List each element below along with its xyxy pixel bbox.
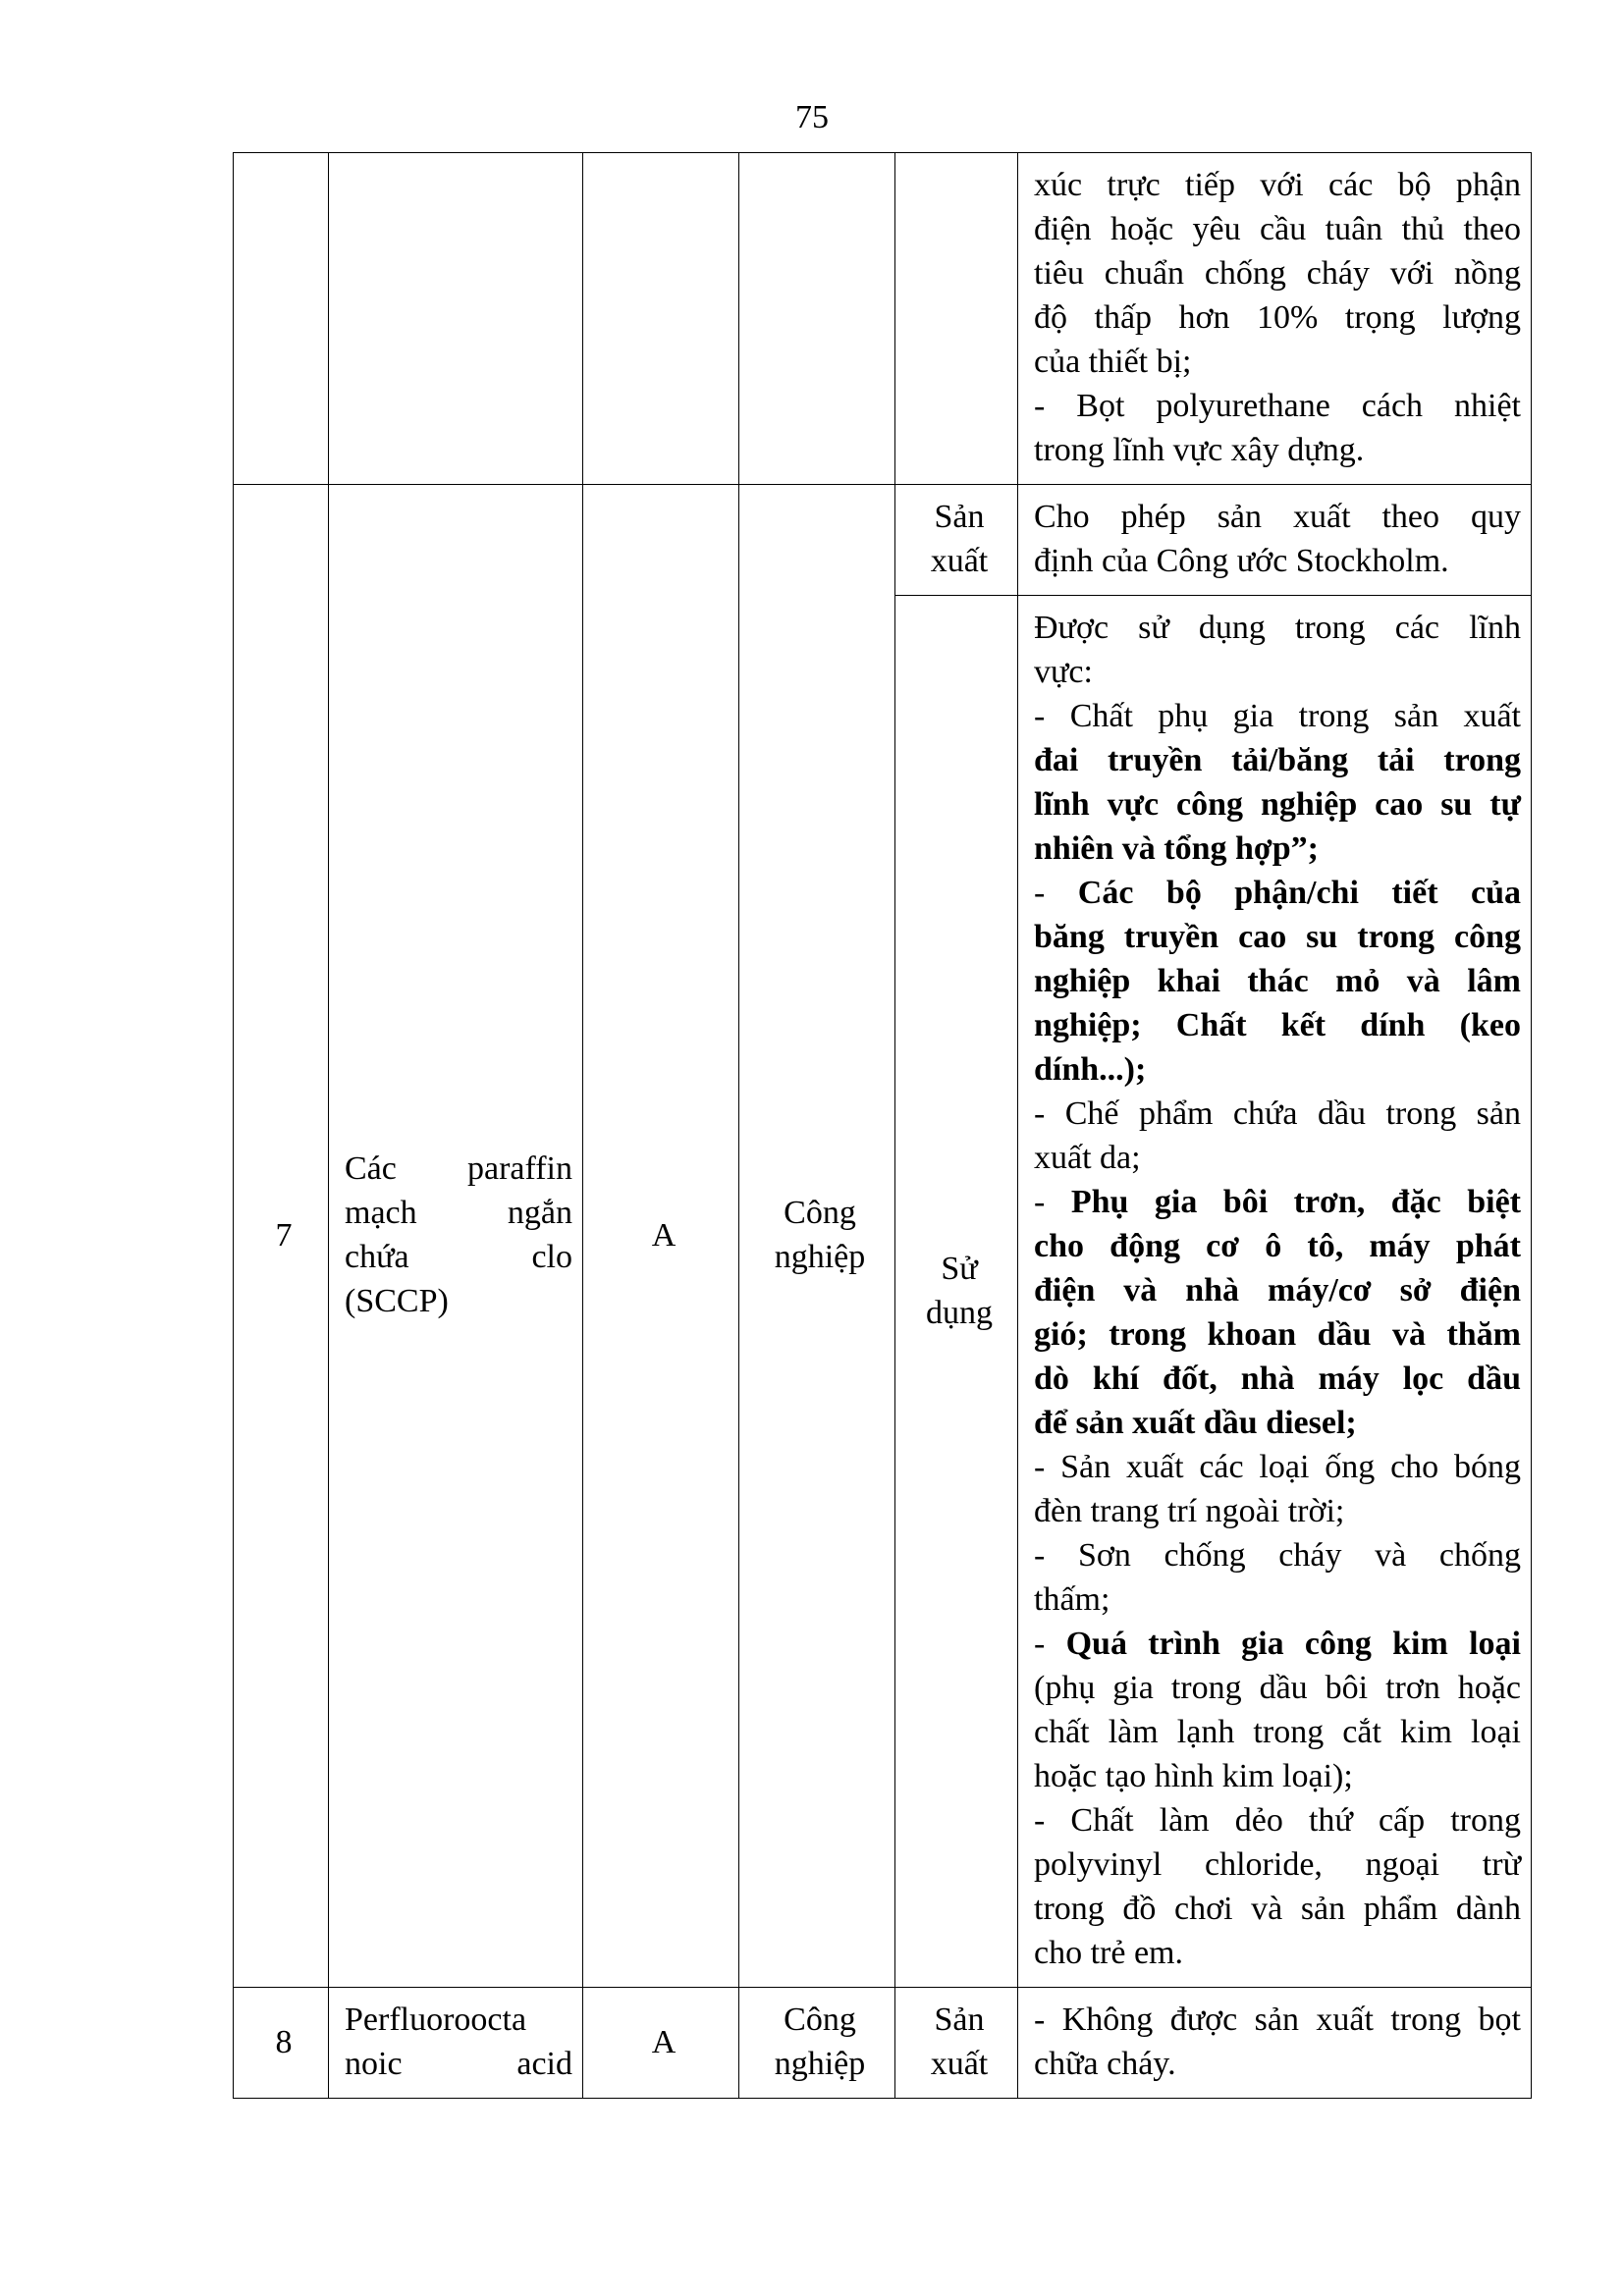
field-cell: [739, 153, 895, 485]
description-line: - Chế phẩm chứa dầu trong sản: [1034, 1095, 1521, 1132]
description-line: (phụ gia trong dầu bôi trơn hoặc: [1034, 1670, 1521, 1706]
description-line: trong đồ chơi và sản phẩm dành: [1034, 1891, 1521, 1927]
text-line: xuất: [930, 543, 989, 579]
table-row-continuation: [234, 153, 1532, 485]
description-line: - Phụ gia bôi trơn, đặc biệt: [1034, 1184, 1522, 1220]
text-line: mạch ngắn: [345, 1195, 572, 1231]
text-line: chứa clo: [345, 1239, 572, 1275]
description-line: để sản xuất dầu diesel;: [1034, 1405, 1357, 1441]
description-line: thấm;: [1034, 1581, 1110, 1618]
text-line: Công: [784, 1195, 856, 1231]
description-line: - Chất làm dẻo thứ cấp trong: [1034, 1802, 1521, 1839]
description-line: nhiên và tổng hợp”;: [1034, 830, 1319, 867]
description-line: - Các bộ phận/chi tiết của: [1034, 875, 1522, 911]
description-line: tiêu chuẩn chống cháy với nồng: [1034, 255, 1521, 292]
substance-name-cell: [329, 1988, 583, 2099]
description-line: dò khí đốt, nhà máy lọc dầu: [1034, 1361, 1521, 1397]
group-cell: A: [583, 485, 739, 1988]
description-line: xuất da;: [1034, 1140, 1141, 1176]
description-line: hoặc tạo hình kim loại);: [1034, 1758, 1353, 1794]
description-line: Được sử dụng trong các lĩnh: [1034, 610, 1521, 646]
description-line: băng truyền cao su trong công: [1034, 919, 1521, 955]
text-line: Perfluoroocta: [345, 2002, 527, 2038]
text-line: Sử: [941, 1250, 978, 1287]
group-cell: [583, 153, 739, 485]
description-cell: [1018, 596, 1532, 1988]
description-line: nghiệp khai thác mỏ và lâm: [1034, 963, 1521, 999]
description-line: điện và nhà máy/cơ sở điện: [1034, 1272, 1521, 1308]
text-line: noic acid: [345, 2046, 572, 2082]
description-line: - Sản xuất các loại ống cho bóng: [1034, 1449, 1521, 1485]
activity-cell: [895, 1988, 1018, 2099]
stt-cell: 8: [234, 1988, 329, 2099]
text-line: Các paraffin: [345, 1150, 572, 1187]
description-line: đèn trang trí ngoài trời;: [1034, 1493, 1345, 1529]
description-line: cho động cơ ô tô, máy phát: [1034, 1228, 1521, 1264]
text-line: Sản: [934, 499, 985, 535]
description-line: nghiệp; Chất kết dính (keo: [1034, 1007, 1521, 1043]
regulation-table: [233, 152, 1532, 2099]
field-cell: [739, 1988, 895, 2099]
field-cell: [739, 485, 895, 1988]
description-cell: [1018, 1988, 1532, 2099]
page-number: 75: [795, 99, 829, 135]
table-row-7: [234, 485, 1532, 596]
stt-cell: [234, 153, 329, 485]
description-line: lĩnh vực công nghiệp cao su tự: [1034, 786, 1521, 823]
group-cell: A: [583, 1988, 739, 2099]
text-line: (SCCP): [345, 1283, 449, 1319]
description-cell: [1018, 485, 1532, 596]
description-line: đai truyền tải/băng tải trong: [1034, 742, 1521, 778]
description-line: - Quá trình gia công kim loại: [1034, 1626, 1521, 1662]
description-line: định của Công ước Stockholm.: [1034, 543, 1449, 579]
description-line: dính...);: [1034, 1051, 1147, 1088]
description-cell: [1018, 153, 1532, 485]
description-line: gió; trong khoan dầu và thăm: [1034, 1316, 1521, 1353]
description-line: độ thấp hơn 10% trọng lượng: [1034, 299, 1521, 336]
description-line: chất làm lạnh trong cắt kim loại: [1034, 1714, 1521, 1750]
description-line: - Bọt polyurethane cách nhiệt: [1034, 388, 1521, 424]
description-line: của thiết bị;: [1034, 344, 1192, 380]
table-row-8: [234, 1988, 1532, 2099]
activity-cell: [895, 596, 1018, 1988]
activity-cell: [895, 485, 1018, 596]
text-line: xuất: [930, 2046, 989, 2082]
description-line: xúc trực tiếp với các bộ phận: [1034, 167, 1521, 203]
substance-name-cell: [329, 153, 583, 485]
text-line: Sản: [934, 2002, 985, 2038]
description-line: polyvinyl chloride, ngoại trừ: [1034, 1846, 1521, 1883]
description-line: điện hoặc yêu cầu tuân thủ theo: [1034, 211, 1521, 247]
description-line: chữa cháy.: [1034, 2046, 1176, 2082]
description-line: - Sơn chống cháy và chống: [1034, 1537, 1521, 1574]
activity-cell: [895, 153, 1018, 485]
substance-name-cell: [329, 485, 583, 1988]
text-line: nghiệp: [774, 1239, 866, 1275]
text-line: Công: [784, 2002, 856, 2038]
text-line: nghiệp: [774, 2046, 866, 2082]
description-line: - Không được sản xuất trong bọt: [1034, 2002, 1521, 2038]
description-line: - Chất phụ gia trong sản xuất: [1034, 698, 1521, 734]
text-line: dụng: [926, 1294, 993, 1331]
description-line: vực:: [1034, 654, 1093, 690]
description-line: Cho phép sản xuất theo quy: [1034, 499, 1521, 535]
description-line: cho trẻ em.: [1034, 1935, 1183, 1971]
description-line: trong lĩnh vực xây dựng.: [1034, 432, 1365, 468]
stt-cell: 7: [234, 485, 329, 1988]
